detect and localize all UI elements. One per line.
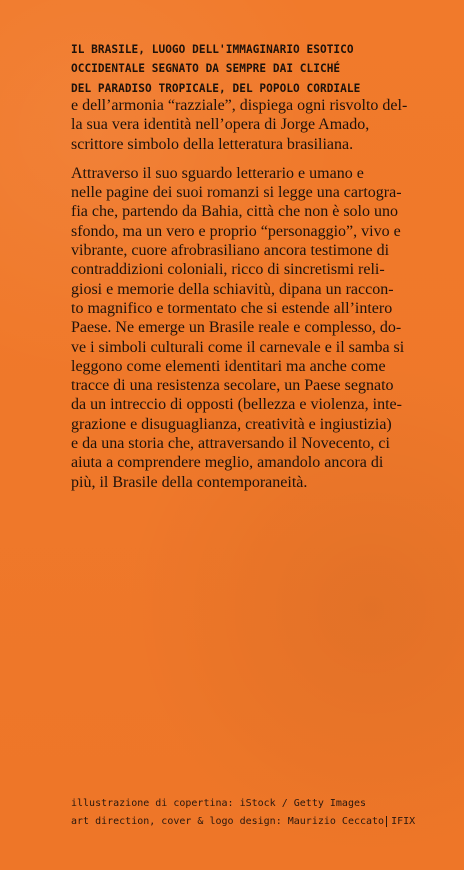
paragraph-1: e dell’armonia “razziale”, dispiega ogni risvolto del- la sua vera identità nell’opera di Jorge Amado, scrittore simbolo della letteratura brasiliana.: [71, 97, 408, 153]
paragraph-2: Attraverso il suo sguardo letterario e umano e nelle pagine dei suoi romanzi si legge una cartogra- fia che, partendo da Bahia, città che non è solo uno sfondo, ma un vero e proprio “personaggio”, vivo e vibrante, cuore afrobrasiliano ancora testimone di contraddizioni coloniali, ricco di sincretismi reli- giosi e memorie della schiavitù, dipana un raccon- to magnifico e tormentato che si estende all’intero Paese. Ne emerge un Brasile reale e complesso, do- ve i simboli culturali come il carnevale e il samba si leggono come elementi identitari ma anche come tracce di una resistenza secolare, un Paese segnato da un intreccio di opposti (bellezza e violenza, inte- grazione e disuguaglianza, creatività e ingiustizia) e da una storia che, attraversando il Novecento, ci aiuta a comprendere meglio, amandolo ancora di più, il Brasile della contemporaneità.: [71, 164, 405, 491]
design-credit: art direction, cover & logo design: Maurizio Ceccato: [71, 816, 385, 827]
publisher-brand: IFIX: [386, 816, 415, 827]
body-copy: [71, 96, 415, 492]
illustration-credit: illustrazione di copertina: iStock / Getty Images: [71, 798, 367, 809]
design-credit-line: [71, 813, 416, 831]
headline: IL BRASILE, LUOGO DELL'IMMAGINARIO ESOTICO OCCIDENTALE SEGNATO DA SEMPRE DAI CLICHÉ DEL PARADISO TROPICALE, DEL POPOLO CORDIALE: [71, 43, 361, 95]
credits: [71, 795, 416, 831]
